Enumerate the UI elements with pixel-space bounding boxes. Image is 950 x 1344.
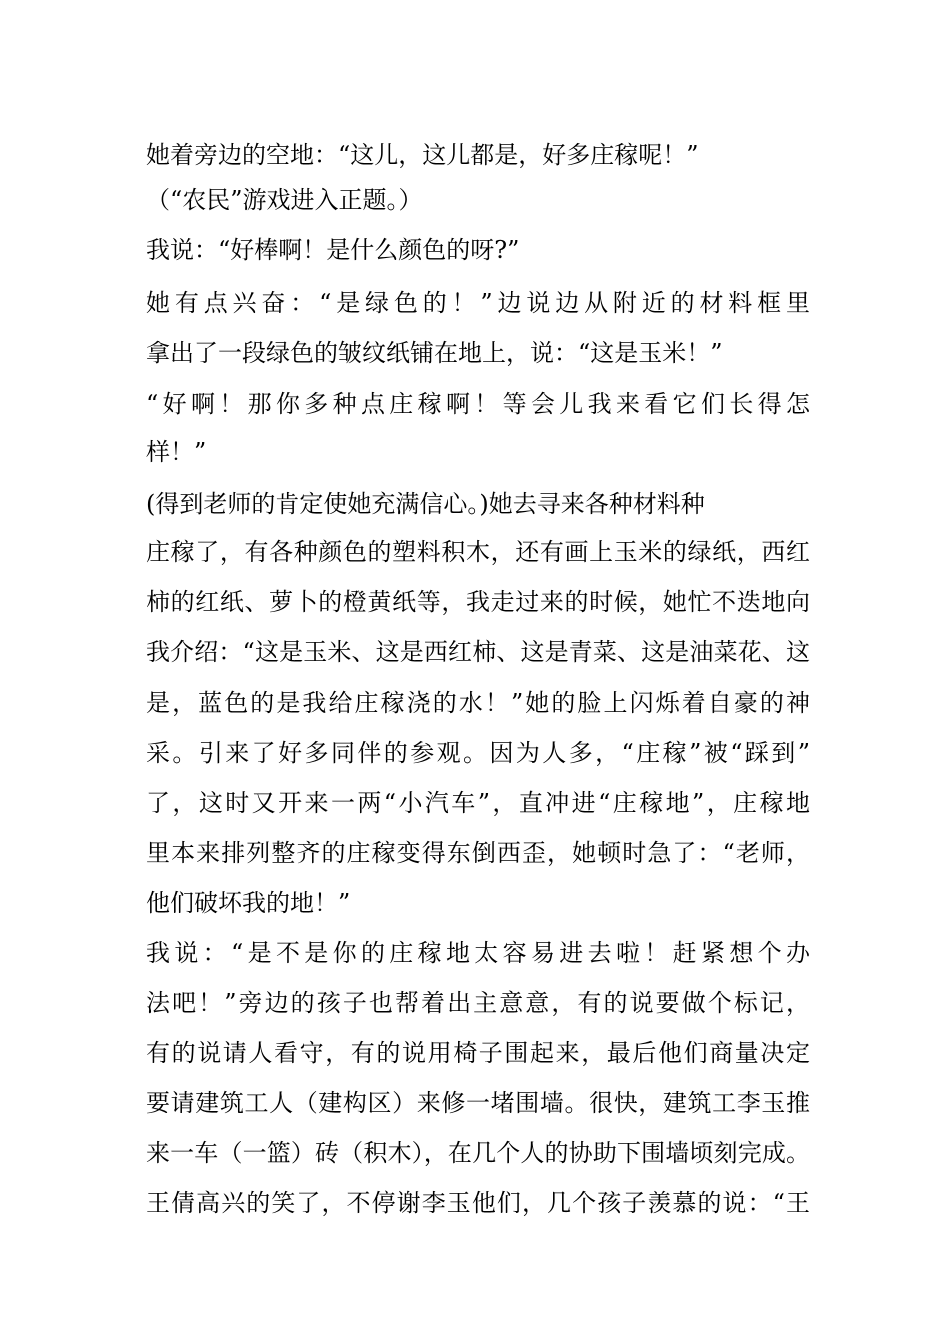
text-line: 她着旁边的空地：“这儿，这儿都是，好多庄稼呢！” [146,141,699,169]
text-line: 采。引来了好多同伴的参观。因为人多，“庄稼”被“踩到” [146,739,810,767]
text-line: 拿出了一段绿色的皱纹纸铺在地上，说：“这是玉米！” [146,339,723,367]
text-line: 庄稼了，有各种颜色的塑料积木，还有画上玉米的绿纸，西红 [146,538,810,566]
text-line: 王倩高兴的笑了，不停谢李玉他们，几个孩子羡慕的说：“王 [146,1189,810,1217]
text-line: 他们破坏我的地！” [146,889,351,917]
text-line: 有的说请人看守，有的说用椅子围起来，最后他们商量决定 [146,1039,810,1067]
text-line: 她有点兴奋：“是绿色的！”边说边从附近的材料框里 [146,289,810,317]
text-line: (得到老师的肯定使她充满信心。)她去寻来各种材料种 [146,490,705,518]
text-line: 来一车（一篮）砖（积木），在几个人的协助下围墙顷刻完成。 [146,1139,810,1167]
text-line: 里本来排列整齐的庄稼变得东倒西歪，她顿时急了：“老师， [146,839,810,867]
text-line: （“农民”游戏进入正题。） [146,186,423,214]
text-line: 是，蓝色的是我给庄稼浇的水！”她的脸上闪烁着自豪的神 [146,689,810,717]
text-line: 法吧！”旁边的孩子也帮着出主意意，有的说要做个标记， [146,989,810,1017]
text-line: “好啊！那你多种点庄稼啊！等会儿我来看它们长得怎 [146,390,810,418]
text-line: 柿的红纸、萝卜的橙黄纸等，我走过来的时候，她忙不迭地向 [146,588,810,616]
text-line: 我说：“是不是你的庄稼地太容易进去啦！赶紧想个办 [146,939,810,967]
text-line: 要请建筑工人（建构区）来修一堵围墙。很快，建筑工李玉推 [146,1089,810,1117]
text-line: 样！” [146,438,207,466]
text-line: 了，这时又开来一两“小汽车”，直冲进“庄稼地”，庄稼地 [146,789,810,817]
text-line: 我说：“好棒啊！是什么颜色的呀?” [146,236,520,264]
text-line: 我介绍：“这是玉米、这是西红柿、这是青菜、这是油菜花、这 [146,638,810,666]
